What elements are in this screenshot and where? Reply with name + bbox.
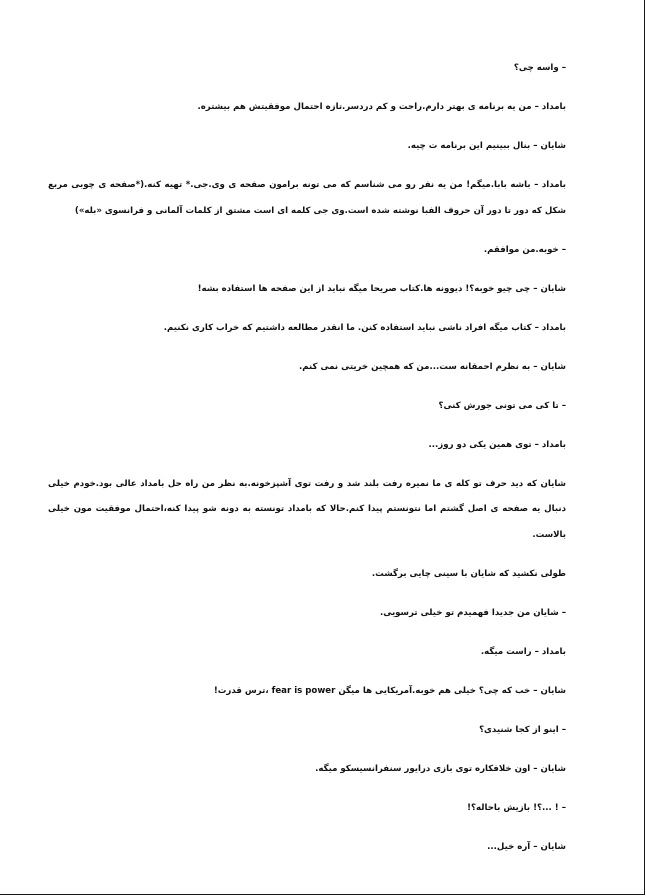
- dialogue-line: بامداد – توی همین یکی دو روز...: [428, 439, 566, 450]
- document-body: [48, 56, 566, 874]
- dialogue-line: بامداد – راست میگه.: [480, 646, 566, 657]
- dialogue-line: – تا کی می تونی جورش کنی؟: [438, 400, 566, 411]
- dialogue-line: بامداد – باشه بابا.میگم! من یه نفر رو می شناسم که می تونه برامون صفحه ی وی.جی.* تهیه کنه.(*صفحه ی چوبی مربع شکل که دور تا دور آن حروف الفبا نوشته شده است.وی جی کلمه ای است مشتق از کلمات آلمانی و فرانسوی «بله»): [48, 180, 566, 216]
- dialogue-line: – خوبه.من موافقم.: [483, 244, 566, 255]
- dialogue-line: – شایان من جدیدا فهمیدم تو خیلی ترسویی.: [379, 607, 566, 618]
- narration-line: طولی نکشید که شایان با سینی چایی برگشت.: [371, 568, 566, 579]
- dialogue-line: شایان – اون خلافکاره توی بازی درایور سنفرانسیسکو میگه.: [315, 763, 566, 774]
- dialogue-line: – ! ...؟! بازیش باحاله؟!: [467, 802, 566, 813]
- dialogue-line: شایان – به نظرم احمقانه ست...من که همچین خریتی نمی کنم.: [298, 361, 566, 372]
- dialogue-line: شایان – آره خیل...: [487, 841, 566, 852]
- dialogue-line: – واسه چی؟: [513, 63, 566, 73]
- dialogue-line: بامداد – من یه برنامه ی بهتر دارم.راحت و کم دردسر.تازه احتمال موفقیتش هم بیشتره.: [197, 102, 566, 112]
- dialogue-line: شایان – بنال ببینیم این برنامه ت چیه.: [407, 141, 566, 151]
- dialogue-line: شایان – چی چیو خوبه؟! دیوونه ها.کتاب صریحا میگه نباید از این صفحه ها استفاده بشه!: [197, 283, 566, 294]
- dialogue-line: شایان – خب که چی؟ خیلی هم خوبه.آمریکایی ها میگن fear is power ،ترس قدرت!: [213, 685, 566, 696]
- narration-paragraph: شایان که دید حرف تو کله ی ما نمیره رفت بلند شد و رفت توی آشپزخونه.به نظر من راه حل بامداد عالی بود.خودم خیلی دنبال یه صفحه ی اصل گشتم اما نتونستم پیدا کنم.حالا که بامداد تونسته به دونه شو پیدا کنه،احتمال موفقیت مون خیلی بالاست.: [48, 478, 566, 540]
- dialogue-line: – اینو از کجا شنیدی؟: [479, 724, 566, 735]
- dialogue-line: بامداد – کتاب میگه افراد ناشی نباید استفاده کنن. ما انقدر مطالعه داشتیم که خراب کاری نکنیم.: [163, 322, 566, 333]
